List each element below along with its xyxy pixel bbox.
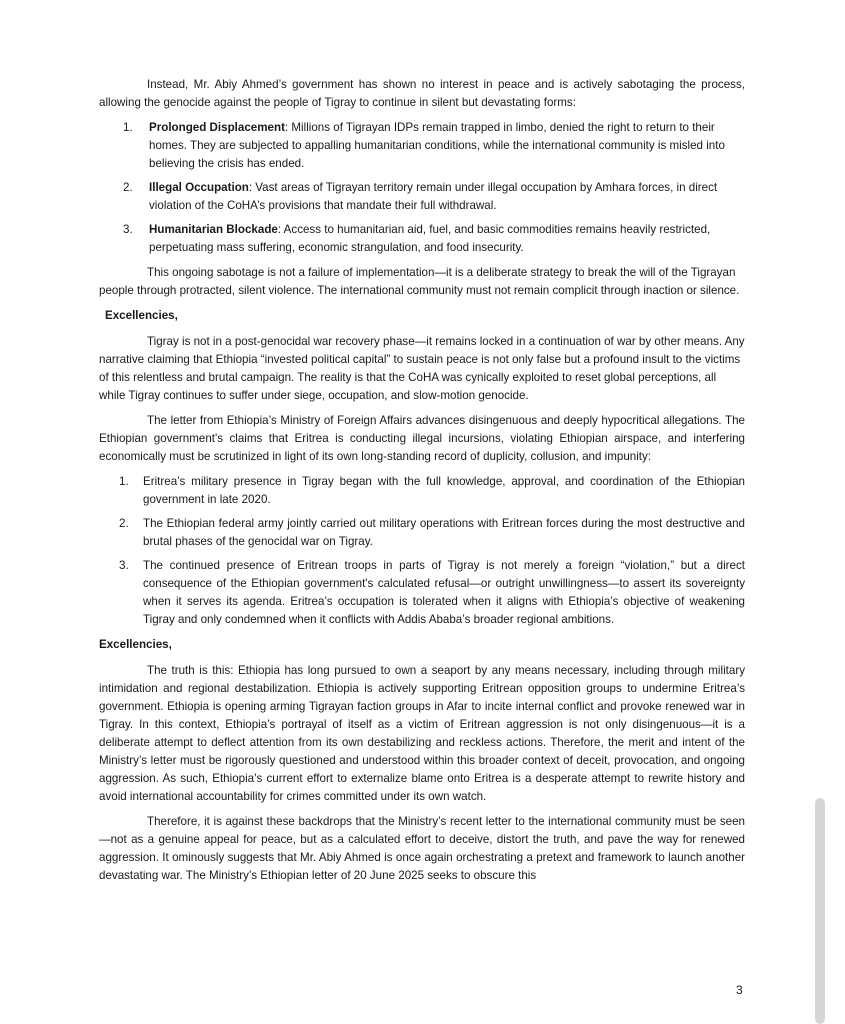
list-item: 3. Humanitarian Blockade: Access to humanitarian aid, fuel, and basic commodities remains heavily restricted, perpetuating mass suffering, economic strangulation, and food insecurity. — [123, 223, 711, 254]
list-item: 2. Illegal Occupation: Vast areas of Tigrayan territory remain under illegal occupation by Amhara forces, in direct violation of the CoHA’s provisions that mandate their full withdrawal. — [123, 181, 718, 212]
list-item: 3. The continued presence of Eritrean troops in parts of Tigray is not merely a foreign “violation,” but a direct consequence of the Ethiopian government's calculated refusal—or outright unwillingness—to assert its sovereignty when it serves its agenda. Eritrea’s occupation is tolerated when it aligns with Ethiopia’s objective of weakening Tigray and only condemned when it conflicts with Addis Ababa’s broader regional ambitions. — [119, 559, 745, 626]
list-item: 2. The Ethiopian federal army jointly carried out military operations with Eritrean forces during the most destructive and brutal phases of the genocidal war on Tigray. — [119, 517, 745, 548]
list-item: 1. Eritrea’s military presence in Tigray began with the full knowledge, approval, and coordination of the Ethiopian government in late 2020. — [119, 475, 745, 506]
sabotage-list — [99, 119, 745, 257]
list-item-text: The Ethiopian federal army jointly carried out military operations with Eritrean forces during the most destructive and brutal phases of the genocidal war on Tigray. — [143, 517, 745, 548]
page-number: 3 — [736, 983, 743, 997]
paragraph-truth: The truth is this: Ethiopia has long pursued to own a seaport by any means necessary, including through military intimidation and regional destabilization. Ethiopia is actively supporting Eritrean opposition groups to undermine Eritrea’s government. Ethiopia is opening arming Tigrayan faction groups in Afar to incite internal conflict and provoke renewed war in Tigray. In this context, Ethiopia’s portrayal of itself as a victim of Eritrean aggression is not only disingenuous—it is a deliberate attempt to deflect attention from its own destabilizing and reckless actions. Therefore, the merit and intent of the Ministry’s letter must be rigorously questioned and understood within this broader context of deceit, provocation, and ongoing aggression. As such, Ethiopia’s current effort to externalize blame onto Eritrea is a desperate attempt to rewrite history and avoid international accountability for crimes committed under its own watch. — [99, 664, 745, 803]
paragraph-intro: Instead, Mr. Abiy Ahmed’s government has shown no interest in peace and is actively sabotaging the process, allowing the genocide against the people of Tigray to continue in silent but devastating forms: — [99, 78, 745, 109]
list-item-term: Humanitarian Blockade — [149, 223, 278, 236]
eritrea-list — [99, 473, 745, 629]
list-item-term: Illegal Occupation — [149, 181, 249, 194]
paragraph-tigray: Tigray is not in a post-genocidal war recovery phase—it remains locked in a continuation of war by other means. Any narrative claiming that Ethiopia “invested political capital” to sustain peace is not only false but a profound insult to the victims of this relentless and brutal campaign. The reality is that the CoHA was cynically exploited to reset global perceptions, all while Tigray continues to suffer under siege, occupation, and slow-motion genocide. — [99, 335, 745, 402]
heading-excellencies-1: Excellencies, — [105, 309, 178, 322]
paragraph-ministry-letter: The letter from Ethiopia’s Ministry of Foreign Affairs advances disingenuous and deeply hypocritical allegations. The Ethiopian government's claims that Eritrea is conducting illegal incursions, violating Ethiopian airspace, and interfering economically must be scrutinized in light of its own long-standing record of duplicity, collusion, and impunity: — [99, 414, 745, 463]
scrollbar-thumb[interactable] — [815, 798, 825, 1024]
paragraph-sabotage: This ongoing sabotage is not a failure of implementation—it is a deliberate strategy to break the will of the Tigrayan people through protracted, silent violence. The international community must not remain complicit through inaction or silence. — [99, 266, 740, 297]
paragraph-backdrops: Therefore, it is against these backdrops that the Ministry’s recent letter to the international community must be seen—not as a genuine appeal for peace, but as a calculated effort to deceive, distort the truth, and pave the way for renewed aggression. It ominously suggests that Mr. Abiy Ahmed is once again orchestrating a pretext and framework to launch another devastating war. The Ministry’s Ethiopian letter of 20 June 2025 seeks to obscure this — [99, 815, 745, 882]
list-item-text: : Vast areas of Tigrayan territory remain under illegal occupation by Amhara forces, in direct violation of the CoHA’s provisions that mandate their full withdrawal. — [149, 181, 718, 212]
list-item-term: Prolonged Displacement — [149, 121, 285, 134]
list-item-text: Eritrea’s military presence in Tigray began with the full knowledge, approval, and coordination of the Ethiopian government in late 2020. — [143, 475, 745, 506]
list-item: 1. Prolonged Displacement: Millions of Tigrayan IDPs remain trapped in limbo, denied the right to return to their homes. They are subjected to appalling humanitarian conditions, while the international community is misled into believing the crisis has ended. — [123, 121, 725, 170]
heading-excellencies-2: Excellencies, — [99, 638, 172, 651]
list-item-text: : Millions of Tigrayan IDPs remain trapped in limbo, denied the right to return to their homes. They are subjected to appalling humanitarian conditions, while the international community is misled into believing the crisis has ended. — [149, 121, 725, 170]
list-item-text: The continued presence of Eritrean troops in parts of Tigray is not merely a foreign “violation,” but a direct consequence of the Ethiopian government's calculated refusal—or outright unwillingness—to assert its sovereignty when it serves its agenda. Eritrea’s occupation is tolerated when it aligns with Ethiopia’s objective of weakening Tigray and only condemned when it conflicts with Addis Ababa’s broader regional ambitions. — [143, 559, 745, 626]
document-body — [99, 76, 745, 892]
list-item-text: : Access to humanitarian aid, fuel, and basic commodities remains heavily restricted, perpetuating mass suffering, economic strangulation, and food insecurity. — [149, 223, 711, 254]
